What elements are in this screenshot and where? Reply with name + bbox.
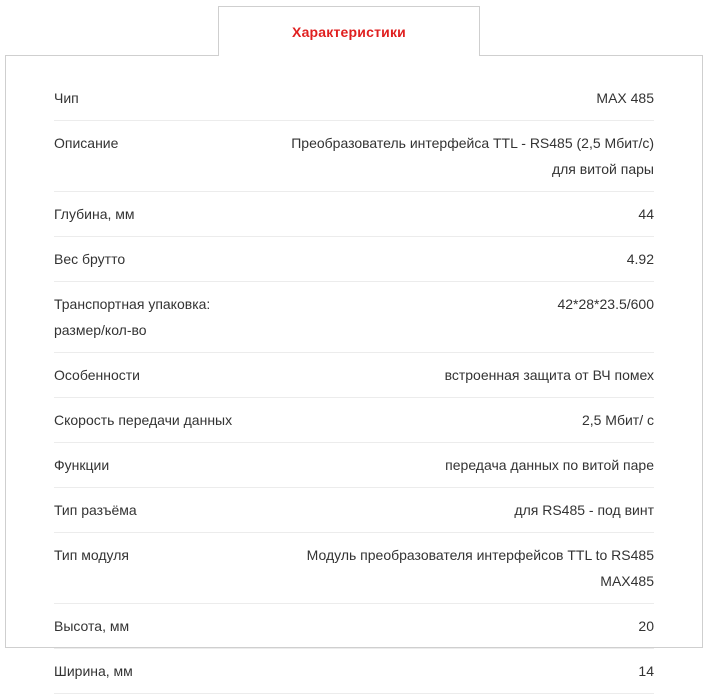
tab-characteristics-label: Характеристики — [292, 24, 406, 40]
spec-row-description — [54, 121, 654, 192]
spec-value: передача данных по витой паре — [445, 457, 654, 473]
spec-value: MAX 485 — [596, 90, 654, 106]
spec-value: 42*28*23.5/600 — [557, 296, 654, 312]
spec-key: Ширина, мм — [54, 663, 133, 679]
spec-key: Глубина, мм — [54, 206, 135, 222]
spec-key: Высота, мм — [54, 618, 130, 634]
spec-row-gross-weight — [54, 237, 654, 282]
spec-key: Чип — [54, 90, 79, 106]
spec-row-connector-type — [54, 488, 654, 533]
spec-value: Преобразователь интерфейса TTL - RS485 (2,5 Мбит/с) для витой пары — [291, 135, 654, 177]
spec-row-transport-packaging — [54, 282, 654, 353]
spec-value: 4.92 — [626, 251, 654, 267]
spec-key: Описание — [54, 135, 119, 151]
spec-value: для RS485 - под винт — [514, 502, 654, 518]
spec-value: 14 — [638, 663, 654, 679]
spec-key: Функции — [54, 457, 110, 473]
spec-key: Транспортная упаковка: размер/кол-во — [54, 296, 211, 338]
spec-value: 20 — [638, 618, 654, 634]
spec-value: 44 — [638, 206, 654, 222]
spec-row-depth — [54, 192, 654, 237]
spec-row-chip — [54, 76, 654, 121]
spec-key: Тип модуля — [54, 547, 129, 563]
spec-row-width — [54, 649, 654, 694]
specs-table — [54, 76, 654, 694]
spec-row-module-type — [54, 533, 654, 604]
spec-value: Модуль преобразователя интерфейсов TTL to RS485 MAX485 — [306, 547, 654, 589]
spec-key: Скорость передачи данных — [54, 412, 233, 428]
spec-row-height — [54, 604, 654, 649]
spec-key: Особенности — [54, 367, 140, 383]
spec-value: 2,5 Мбит/ с — [581, 412, 654, 428]
tab-characteristics[interactable] — [218, 6, 480, 56]
spec-value: встроенная защита от ВЧ помех — [444, 367, 654, 383]
spec-row-functions — [54, 443, 654, 488]
spec-row-features — [54, 353, 654, 398]
spec-key: Вес брутто — [54, 251, 126, 267]
characteristics-panel — [5, 55, 703, 679]
spec-row-data-rate — [54, 398, 654, 443]
spec-key: Тип разъёма — [54, 502, 137, 518]
